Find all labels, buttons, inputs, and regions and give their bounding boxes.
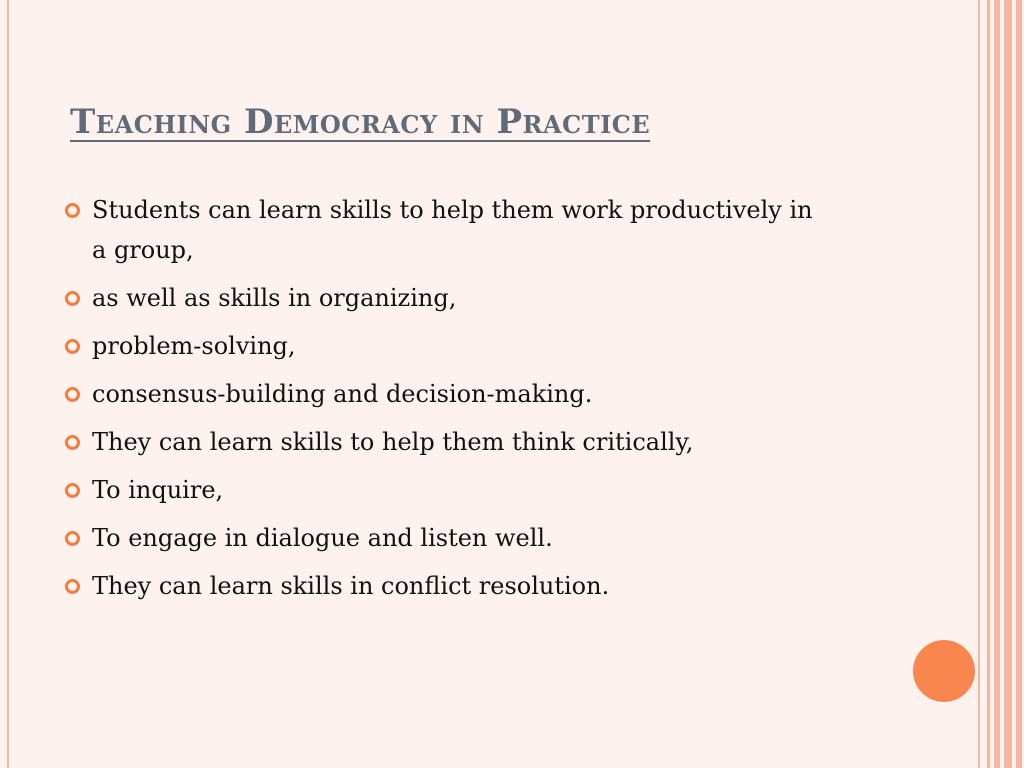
bullet-text: They can learn skills to help them think critically, [92, 428, 694, 456]
bullet-text: They can learn skills in conflict resolution. [92, 572, 610, 600]
stripe [987, 0, 990, 768]
bullet-ring-icon [65, 203, 80, 218]
bullet-item [62, 566, 822, 606]
bullet-item [62, 374, 822, 414]
bullet-ring-icon [65, 387, 80, 402]
bullet-text: Students can learn skills to help them work productively in a group, [92, 196, 813, 264]
stripe [1016, 0, 1022, 768]
stripe [1004, 0, 1012, 768]
bullet-item [62, 422, 822, 462]
bullet-text: To inquire, [92, 476, 224, 504]
bullet-text: consensus-building and decision-making. [92, 380, 593, 408]
bullet-ring-icon [65, 483, 80, 498]
slide-title: Teaching Democracy in Practice [70, 102, 651, 142]
bullet-text: To engage in dialogue and listen well. [92, 524, 553, 552]
bullet-text: problem-solving, [92, 332, 296, 360]
bullet-ring-icon [65, 291, 80, 306]
decorative-side-stripes [980, 0, 1024, 768]
bullet-ring-icon [65, 579, 80, 594]
bullet-text: as well as skills in organizing, [92, 284, 457, 312]
bullet-item [62, 518, 822, 558]
bullet-item [62, 278, 822, 318]
bullet-item [62, 326, 822, 366]
bullet-item [62, 470, 822, 510]
decorative-circle [913, 640, 975, 702]
bullet-ring-icon [65, 339, 80, 354]
bullet-item [62, 190, 822, 270]
bullet-list [62, 190, 822, 614]
bullet-ring-icon [65, 531, 80, 546]
bullet-ring-icon [65, 435, 80, 450]
stripe [994, 0, 1000, 768]
